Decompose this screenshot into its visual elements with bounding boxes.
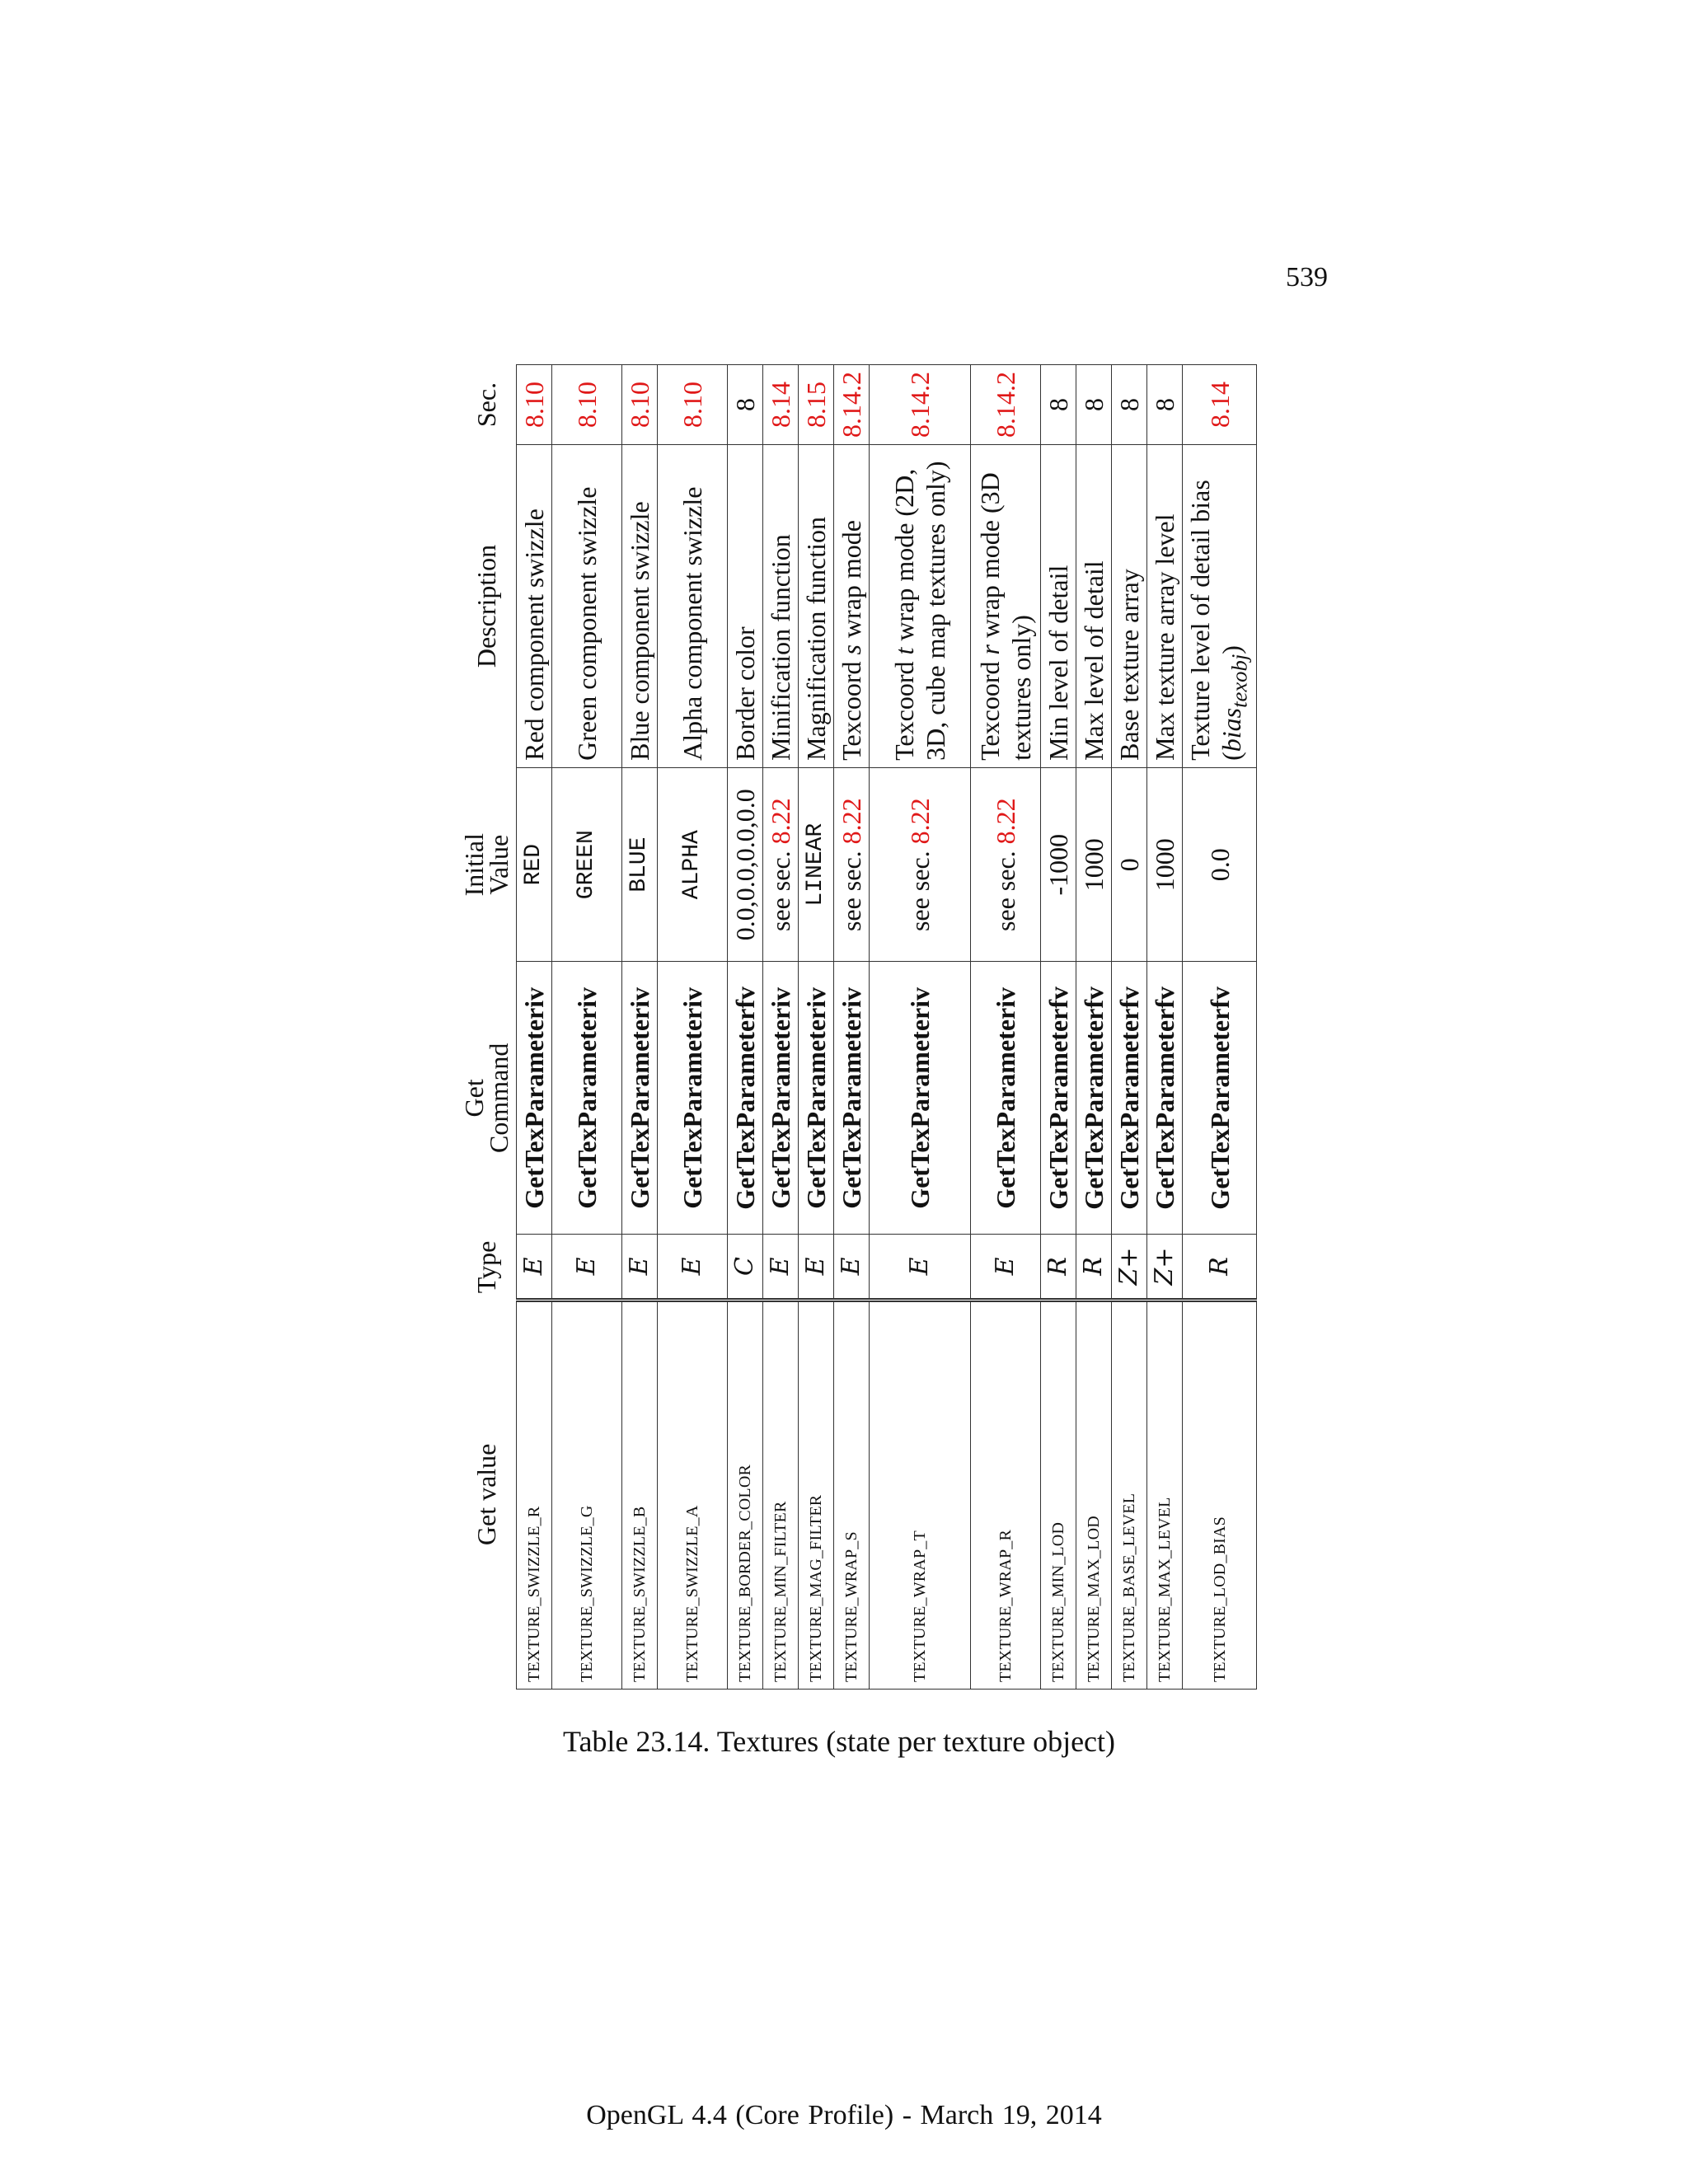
rotated-table-wrapper — [459, 364, 1252, 1690]
cell-initial-value: 0.0,0.0,0.0,0.0 — [728, 767, 763, 962]
texture-state-table — [460, 364, 1257, 1690]
cell-get-value: TEXTURE_MIN_LOD — [1041, 1300, 1076, 1689]
cell-command: GetTexParameterfv — [1076, 962, 1112, 1235]
page-number: 539 — [1286, 262, 1328, 293]
rotated-table-area — [459, 364, 1252, 1690]
cell-type: Z+ — [1147, 1235, 1183, 1301]
cell-description: Texcoord t wrap mode (2D, 3D, cube map textures only) — [870, 445, 971, 768]
section-link[interactable]: 8.22 — [766, 798, 795, 845]
cell-command: GetTexParameterfv — [728, 962, 763, 1235]
cell-initial-value: see sec. 8.22 — [971, 767, 1041, 962]
cell-type: E — [517, 1235, 552, 1301]
cell-type: E — [552, 1235, 622, 1301]
cell-get-value: TEXTURE_WRAP_S — [834, 1300, 870, 1689]
cell-type: C — [728, 1235, 763, 1301]
cell-sec-link[interactable]: 8.10 — [658, 365, 728, 445]
cell-sec: 8 — [728, 365, 763, 445]
cell-initial-value: BLUE — [622, 767, 658, 962]
cell-initial-value: 0.0 — [1183, 767, 1257, 962]
cell-command: GetTexParameteriv — [834, 962, 870, 1235]
cell-sec-link[interactable]: 8.10 — [622, 365, 658, 445]
cell-description: Base texture array — [1112, 445, 1147, 768]
header-type: Type — [471, 1240, 501, 1294]
cell-initial-value: 0 — [1112, 767, 1147, 962]
cell-initial-value: LINEAR — [799, 767, 834, 962]
header-sec: Sec. — [471, 382, 501, 428]
cell-description: Max level of detail — [1076, 445, 1112, 768]
table-caption: Table 23.14. Textures (state per texture object) — [562, 1725, 1116, 1758]
cell-command: GetTexParameterfv — [1112, 962, 1147, 1235]
table-row — [763, 365, 799, 1690]
table-row — [1147, 365, 1183, 1690]
cell-command: GetTexParameteriv — [870, 962, 971, 1235]
cell-get-value: TEXTURE_LOD_BIAS — [1183, 1300, 1257, 1689]
cell-type: E — [799, 1235, 834, 1301]
cell-command: GetTexParameteriv — [552, 962, 622, 1235]
cell-type: R — [1076, 1235, 1112, 1301]
cell-sec: 8 — [1147, 365, 1183, 445]
cell-initial-value: GREEN — [552, 767, 622, 962]
cell-command: GetTexParameterfv — [1183, 962, 1257, 1235]
cell-get-value: TEXTURE_BASE_LEVEL — [1112, 1300, 1147, 1689]
section-link[interactable]: 8.22 — [991, 798, 1020, 845]
cell-type: E — [622, 1235, 658, 1301]
table-row — [834, 365, 870, 1690]
table-row — [658, 365, 728, 1690]
cell-command: GetTexParameteriv — [622, 962, 658, 1235]
cell-initial-value: see sec. 8.22 — [870, 767, 971, 962]
cell-command: GetTexParameteriv — [517, 962, 552, 1235]
cell-type: R — [1183, 1235, 1257, 1301]
cell-get-value: TEXTURE_SWIZZLE_R — [517, 1300, 552, 1689]
cell-description: Blue component swizzle — [622, 445, 658, 768]
cell-get-value: TEXTURE_MAX_LEVEL — [1147, 1300, 1183, 1689]
cell-sec-link[interactable]: 8.14.2 — [834, 365, 870, 445]
cell-type: R — [1041, 1235, 1076, 1301]
cell-get-value: TEXTURE_MAG_FILTER — [799, 1300, 834, 1689]
cell-initial-value: ALPHA — [658, 767, 728, 962]
cell-type: E — [763, 1235, 799, 1301]
cell-get-value: TEXTURE_SWIZZLE_B — [622, 1300, 658, 1689]
cell-command: GetTexParameterfv — [1147, 962, 1183, 1235]
header-initial-value: Initial Value — [459, 832, 513, 897]
cell-command: GetTexParameteriv — [658, 962, 728, 1235]
cell-description: Texture level of detail bias (bias$_{texobj}$) — [1183, 445, 1257, 768]
table-row — [870, 365, 971, 1690]
cell-sec: 8 — [1076, 365, 1112, 445]
cell-command: GetTexParameteriv — [763, 962, 799, 1235]
header-get-value: Get value — [471, 1443, 501, 1546]
cell-sec-link[interactable]: 8.10 — [517, 365, 552, 445]
table-row — [1112, 365, 1147, 1690]
cell-initial-value: see sec. 8.22 — [763, 767, 799, 962]
cell-description: Max texture array level — [1147, 445, 1183, 768]
cell-get-value: TEXTURE_WRAP_R — [971, 1300, 1041, 1689]
cell-sec-link[interactable]: 8.10 — [552, 365, 622, 445]
section-link[interactable]: 8.22 — [905, 798, 935, 845]
table-row — [552, 365, 622, 1690]
cell-sec-link[interactable]: 8.15 — [799, 365, 834, 445]
cell-sec-link[interactable]: 8.14.2 — [870, 365, 971, 445]
cell-initial-value: -1000 — [1041, 767, 1076, 962]
page-footer: OpenGL 4.4 (Core Profile) - March 19, 2014 — [586, 2100, 1102, 2130]
cell-type: Z+ — [1112, 1235, 1147, 1301]
cell-type: E — [971, 1235, 1041, 1301]
cell-get-value: TEXTURE_MIN_FILTER — [763, 1300, 799, 1689]
cell-type: E — [658, 1235, 728, 1301]
cell-initial-value: 1000 — [1147, 767, 1183, 962]
header-description: Description — [471, 544, 501, 668]
cell-description: Border color — [728, 445, 763, 768]
cell-sec-link[interactable]: 8.14 — [763, 365, 799, 445]
cell-description: Texcoord r wrap mode (3D textures only) — [971, 445, 1041, 768]
table-row — [517, 365, 552, 1690]
table-header-row — [460, 365, 517, 1690]
table-row — [622, 365, 658, 1690]
cell-sec: 8 — [1041, 365, 1076, 445]
cell-get-value: TEXTURE_WRAP_T — [870, 1300, 971, 1689]
cell-type: E — [834, 1235, 870, 1301]
cell-sec: 8 — [1112, 365, 1147, 445]
cell-initial-value: RED — [517, 767, 552, 962]
cell-command: GetTexParameteriv — [799, 962, 834, 1235]
header-get-command: Get Command — [459, 1043, 513, 1153]
cell-description: Alpha component swizzle — [658, 445, 728, 768]
cell-sec-link[interactable]: 8.14.2 — [971, 365, 1041, 445]
cell-sec-link[interactable]: 8.14 — [1183, 365, 1257, 445]
cell-initial-value: 1000 — [1076, 767, 1112, 962]
cell-description: Minification function — [763, 445, 799, 768]
cell-description: Red component swizzle — [517, 445, 552, 768]
cell-description: Min level of detail — [1041, 445, 1076, 768]
section-link[interactable]: 8.22 — [837, 798, 866, 845]
cell-get-value: TEXTURE_MAX_LOD — [1076, 1300, 1112, 1689]
table-row — [971, 365, 1041, 1690]
table-row — [1183, 365, 1257, 1690]
cell-get-value: TEXTURE_SWIZZLE_A — [658, 1300, 728, 1689]
table-row — [799, 365, 834, 1690]
cell-command: GetTexParameterfv — [1041, 962, 1076, 1235]
cell-description: Green component swizzle — [552, 445, 622, 768]
cell-get-value: TEXTURE_BORDER_COLOR — [728, 1300, 763, 1689]
cell-type: E — [870, 1235, 971, 1301]
table-row — [728, 365, 763, 1690]
table-row — [1076, 365, 1112, 1690]
cell-command: GetTexParameteriv — [971, 962, 1041, 1235]
cell-initial-value: see sec. 8.22 — [834, 767, 870, 962]
cell-description: Magnification function — [799, 445, 834, 768]
cell-description: Texcoord s wrap mode — [834, 445, 870, 768]
cell-get-value: TEXTURE_SWIZZLE_G — [552, 1300, 622, 1689]
table-row — [1041, 365, 1076, 1690]
